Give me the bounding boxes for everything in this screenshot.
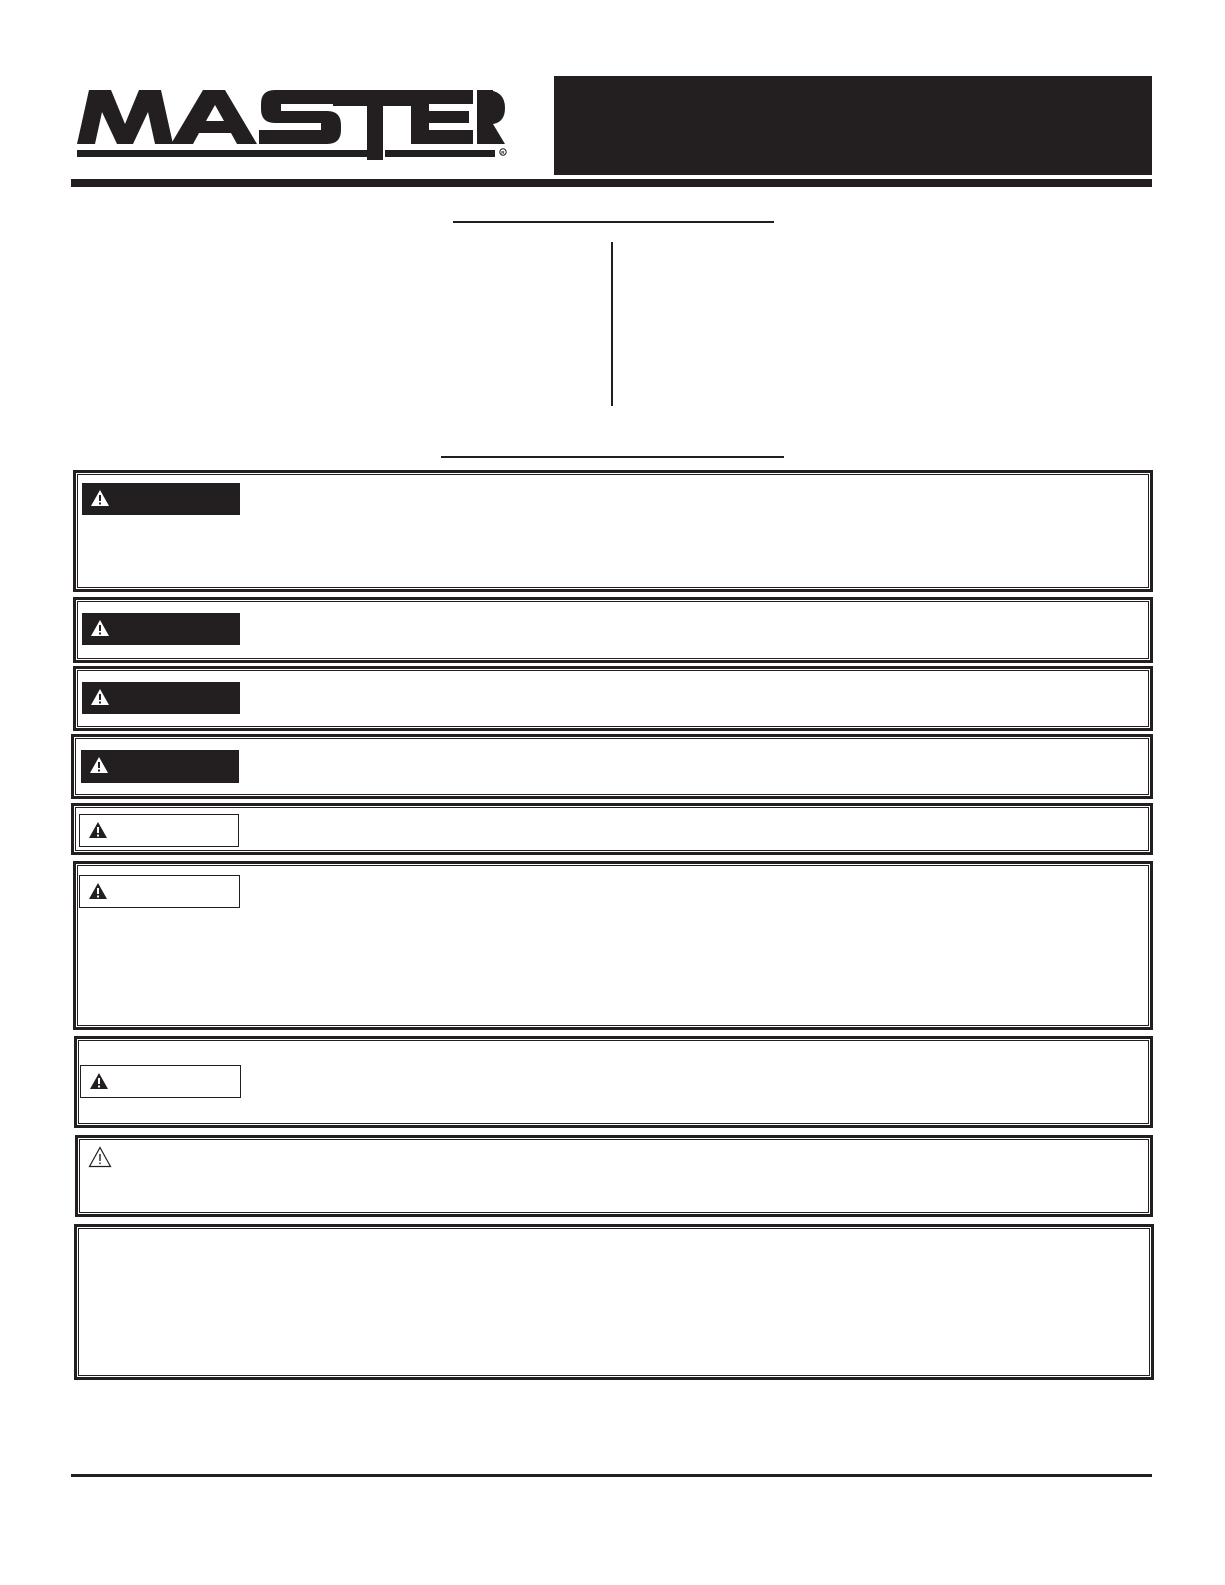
warning-triangle-icon bbox=[90, 688, 110, 706]
warning-triangle-icon bbox=[90, 619, 110, 637]
notice-badge-3 bbox=[82, 682, 240, 714]
notice-badge-2 bbox=[82, 613, 240, 645]
header-divider bbox=[71, 179, 1152, 187]
warning-triangle-icon bbox=[88, 882, 108, 900]
notice-box-9 bbox=[74, 1224, 1154, 1380]
notice-badge-1 bbox=[82, 483, 240, 515]
lower-section-rule bbox=[441, 456, 784, 458]
svg-text:R: R bbox=[501, 149, 505, 155]
master-logo bbox=[75, 86, 507, 164]
warning-triangle-icon bbox=[89, 756, 109, 774]
notice-box-8 bbox=[75, 1135, 1153, 1217]
title-panel bbox=[554, 76, 1152, 175]
notice-badge-7 bbox=[80, 1065, 241, 1098]
notice-badge-5 bbox=[79, 814, 239, 847]
warning-triangle-icon bbox=[88, 821, 108, 839]
footer-divider bbox=[71, 1474, 1152, 1477]
column-divider bbox=[611, 242, 613, 406]
warning-triangle-outline-icon bbox=[88, 1146, 112, 1168]
warning-triangle-icon bbox=[90, 489, 110, 507]
notice-badge-4 bbox=[81, 750, 239, 783]
warning-triangle-icon bbox=[89, 1072, 109, 1090]
upper-section-rule bbox=[453, 221, 774, 223]
notice-badge-6 bbox=[79, 875, 240, 908]
